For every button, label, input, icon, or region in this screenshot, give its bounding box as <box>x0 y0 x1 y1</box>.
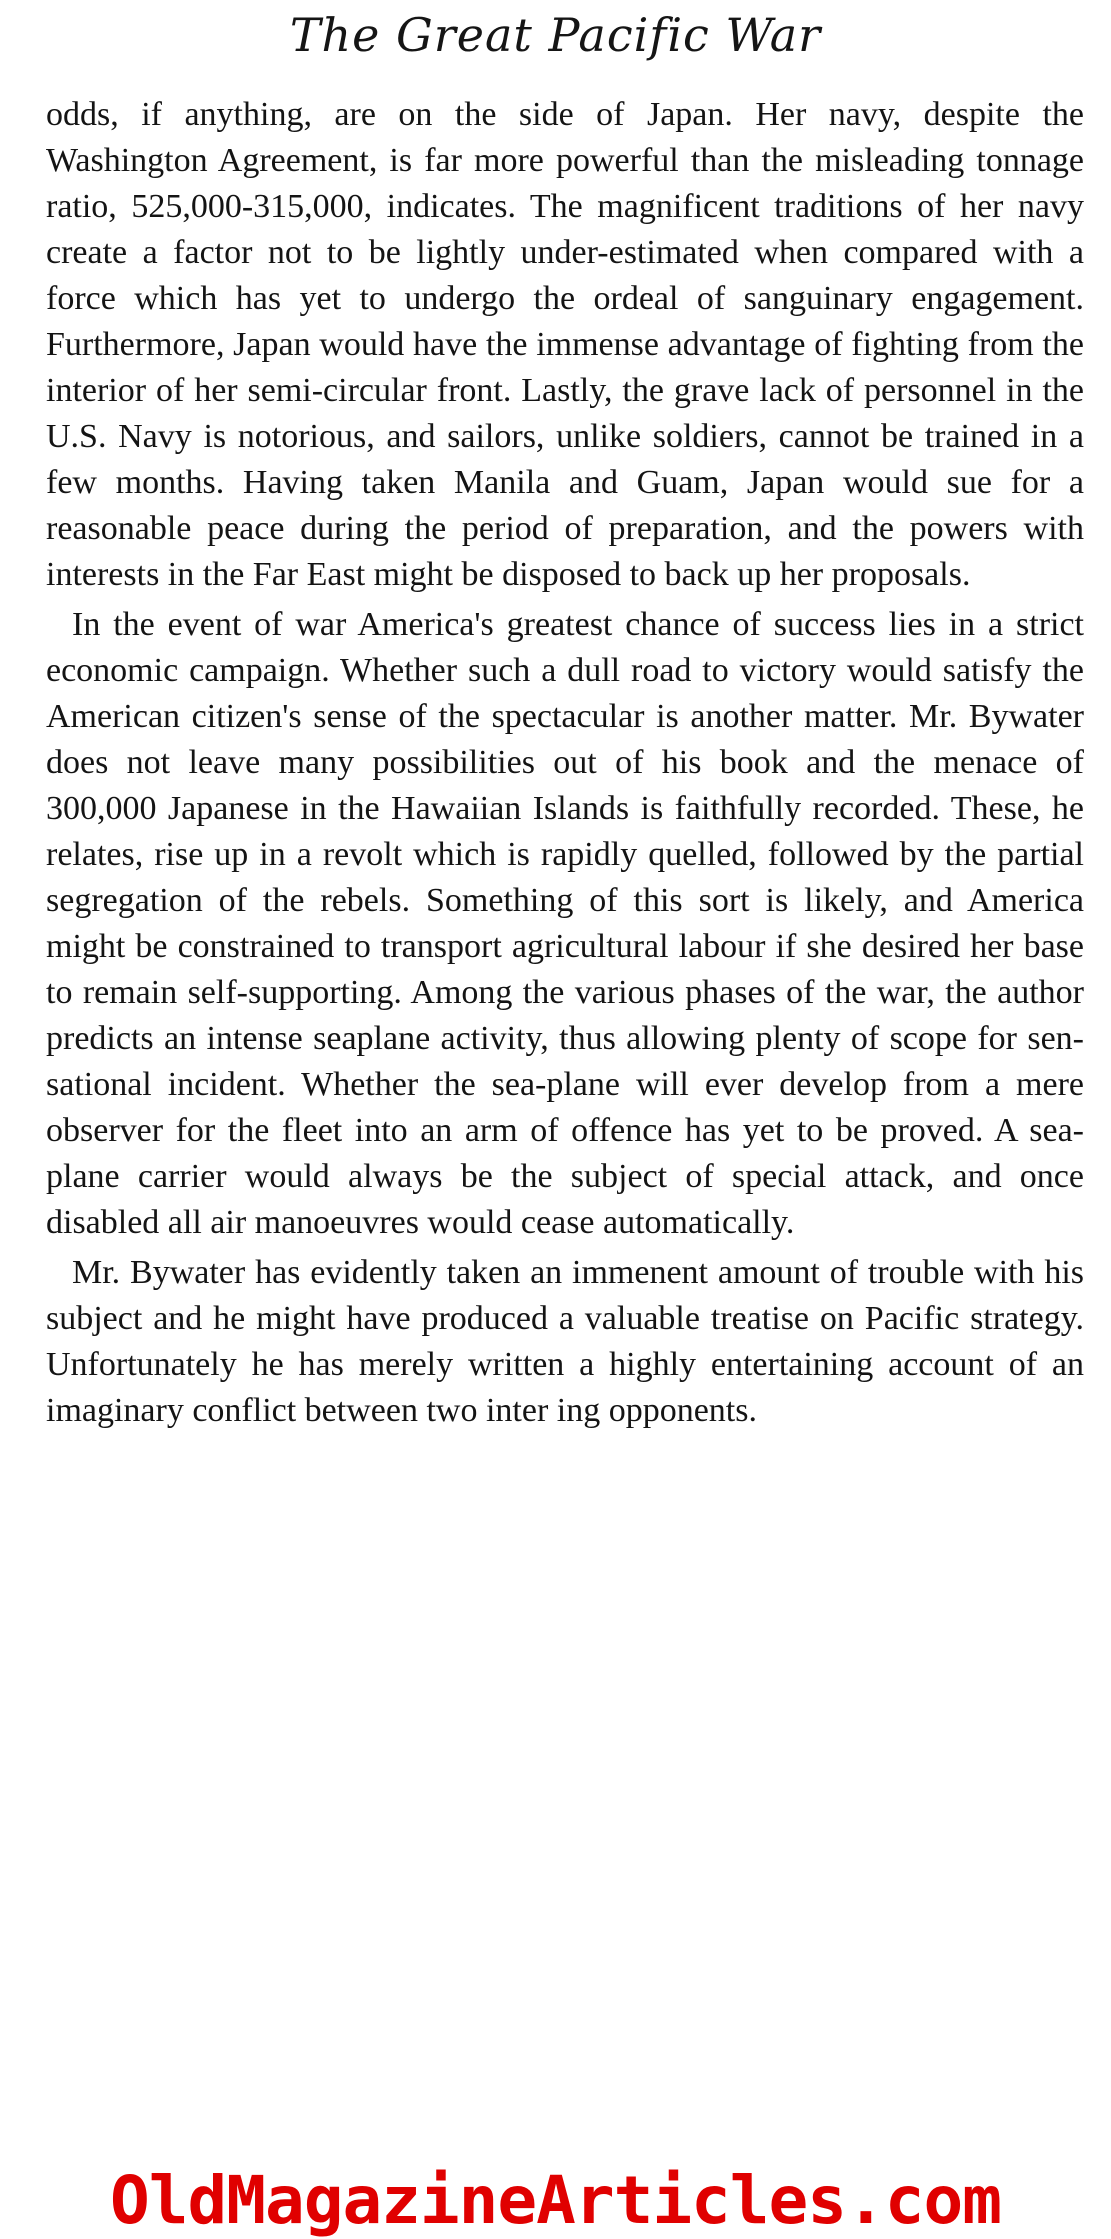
paragraph-economic-campaign: In the event of war America's greatest chance of success lies in a strict economic campaign. Whether such a dull road to victory would satisfy the American citizen's sense of the spectacular is another matter. Mr. Bywater does not leave many possibilities out of his book and the menace of 300,000 Japanese in the Hawaiian Islands is faithfully recorded. These, he relates, rise up in a revolt which is rapidly quelled, followed by the partial segregation of the rebels. Something of this sort is likely, and America might be constrained to transport agricultural labour if she desired her base to remain self-supporting. Among the various phases of the war, the author predicts an intense seaplane activity, thus allowing plenty of scope for sensational incident. Whether the sea-plane will ever develop from a mere observer for the fleet into an arm of offence has yet to be proved. A sea-plane carrier would always be the subject of special attack, and once disabled all air manoeuvres would cease automatically. <box>46 606 1084 1241</box>
paragraph-bywater-conclusion: Mr. Bywater has evidently taken an immenent amount of trouble with his subject and he might have produced a valuable treatise on Pacific strategy. Unfortunately he has merely written a highly entertaining account of an imaginary conflict between two inter ing opponents. <box>46 1254 1084 1429</box>
site-watermark: OldMagazineArticles.com <box>110 2162 1001 2239</box>
paragraph-japan-navy: odds, if anything, are on the side of Japan. Her navy, despite the Washington Agreement, is far more powerful than the misleading tonnage ratio, 525,000-315,000, indicates. The magnificent traditions of her navy create a factor not to be lightly under-estimated when compared with a force which has yet to undergo the ordeal of sanguinary engagement. Furthermore, Japan would have the immense advantage of fighting from the interior of her semi-circular front. Lastly, the grave lack of personnel in the U.S. Navy is notorious, and sailors, unlike soldiers, cannot be trained in a few months. Having taken Manila and Guam, Japan would sue for a reasonable peace during the period of preparation, and the powers with interests in the Far East might be disposed to back up her proposals. <box>46 96 1084 593</box>
running-title: The Great Pacific War <box>289 8 822 62</box>
article-body <box>46 92 1084 1434</box>
